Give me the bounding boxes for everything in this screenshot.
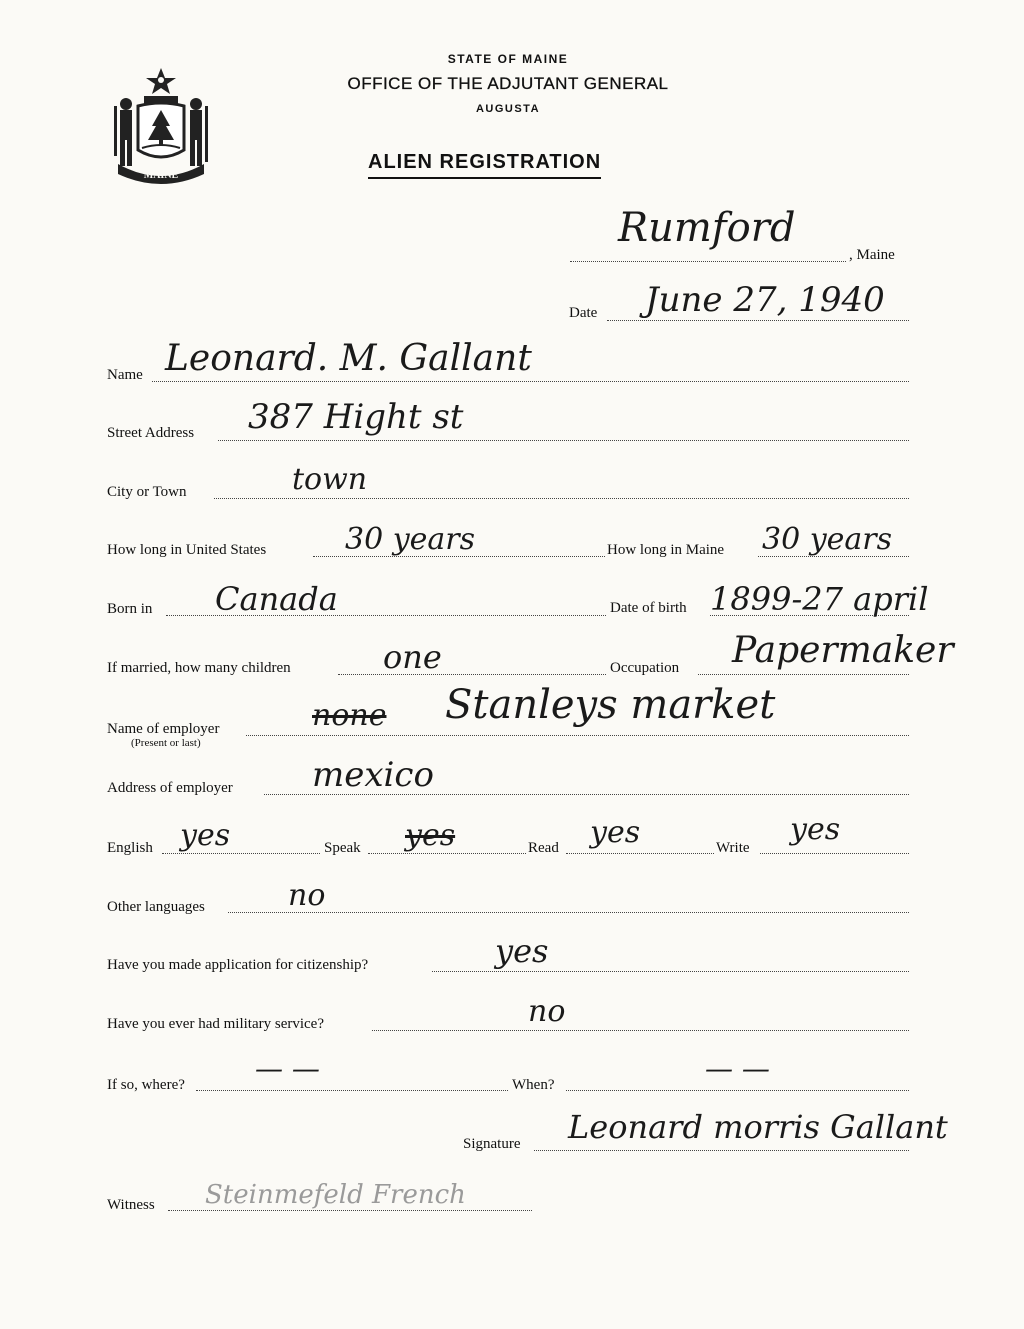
maine-label: , Maine [849,247,895,263]
when-entry: — — [705,1052,770,1085]
date-line [607,320,909,321]
employer-entry: Stanleys market [445,682,776,728]
write-label: Write [716,840,750,856]
dob-label: Date of birth [610,600,687,616]
employer-line [246,735,909,736]
citizenship-line [432,971,909,972]
occupation-line [698,674,909,675]
state-heading: STATE OF MAINE [447,52,569,66]
other-languages-label: Other languages [107,899,205,915]
where-label: If so, where? [107,1077,185,1093]
witness-entry: Steinmefeld French [205,1180,466,1210]
speak-line [368,853,526,854]
svg-text:MAINE: MAINE [143,170,179,181]
employer-address-label: Address of employer [107,780,233,796]
street-line [218,440,909,441]
how-long-us-label: How long in United States [107,542,267,558]
where-line [196,1090,508,1091]
office-heading: OFFICE OF THE ADJUTANT GENERAL [347,74,669,93]
military-label: Have you ever had military service? [107,1016,324,1032]
dob-entry: 1899-27 april [710,580,929,618]
children-entry: one [383,638,442,676]
signature-line [534,1150,909,1151]
city-line [214,498,909,499]
children-line [338,674,606,675]
military-line [372,1030,909,1031]
military-entry: no [528,994,566,1029]
other-languages-line [228,912,909,913]
write-entry: yes [790,812,841,847]
occupation-entry: Papermaker [732,630,954,671]
maine-seal-icon [108,64,214,186]
date-entry: June 27, 1940 [645,280,885,320]
signature-entry: Leonard morris Gallant [568,1108,948,1146]
english-entry: yes [180,818,231,853]
employer-label: Name of employer [107,721,220,737]
when-line [566,1090,909,1091]
occupation-label: Occupation [610,660,680,676]
english-label: English [107,840,153,856]
how-long-maine-label: How long in Maine [607,542,725,558]
form-title: ALIEN REGISTRATION [368,151,601,179]
born-in-label: Born in [107,601,153,617]
read-line [566,853,714,854]
citizenship-entry: yes [495,932,549,970]
employer-struck-entry: none [312,698,387,733]
how-long-us-entry: 30 years [345,522,476,557]
employer-note: (Present or last) [131,737,201,749]
name-label: Name [107,367,143,383]
read-label: Read [528,840,559,856]
city-entry: town [292,462,368,497]
other-languages-entry: no [288,878,326,913]
write-line [760,853,909,854]
street-entry: 387 Hight st [248,397,464,437]
city-heading: AUGUSTA [475,103,541,115]
english-line [162,853,320,854]
town-entry: Rumford [618,205,796,251]
read-entry: yes [590,815,641,850]
speak-label: Speak [324,840,361,856]
signature-label: Signature [463,1136,521,1152]
employer-address-entry: mexico [312,755,434,795]
children-label: If married, how many children [107,660,291,676]
date-label: Date [569,305,598,321]
witness-label: Witness [107,1197,155,1213]
street-label: Street Address [107,425,195,441]
name-entry: Leonard. M. Gallant [165,338,532,379]
where-entry: — — [255,1052,320,1085]
born-in-entry: Canada [215,580,338,618]
citizenship-label: Have you made application for citizenship? [107,957,369,973]
witness-line [168,1210,532,1211]
city-label: City or Town [107,484,187,500]
when-label: When? [512,1077,555,1093]
speak-entry: yes [405,818,456,853]
town-line [570,261,846,262]
name-line [152,381,909,382]
how-long-maine-entry: 30 years [762,522,893,557]
